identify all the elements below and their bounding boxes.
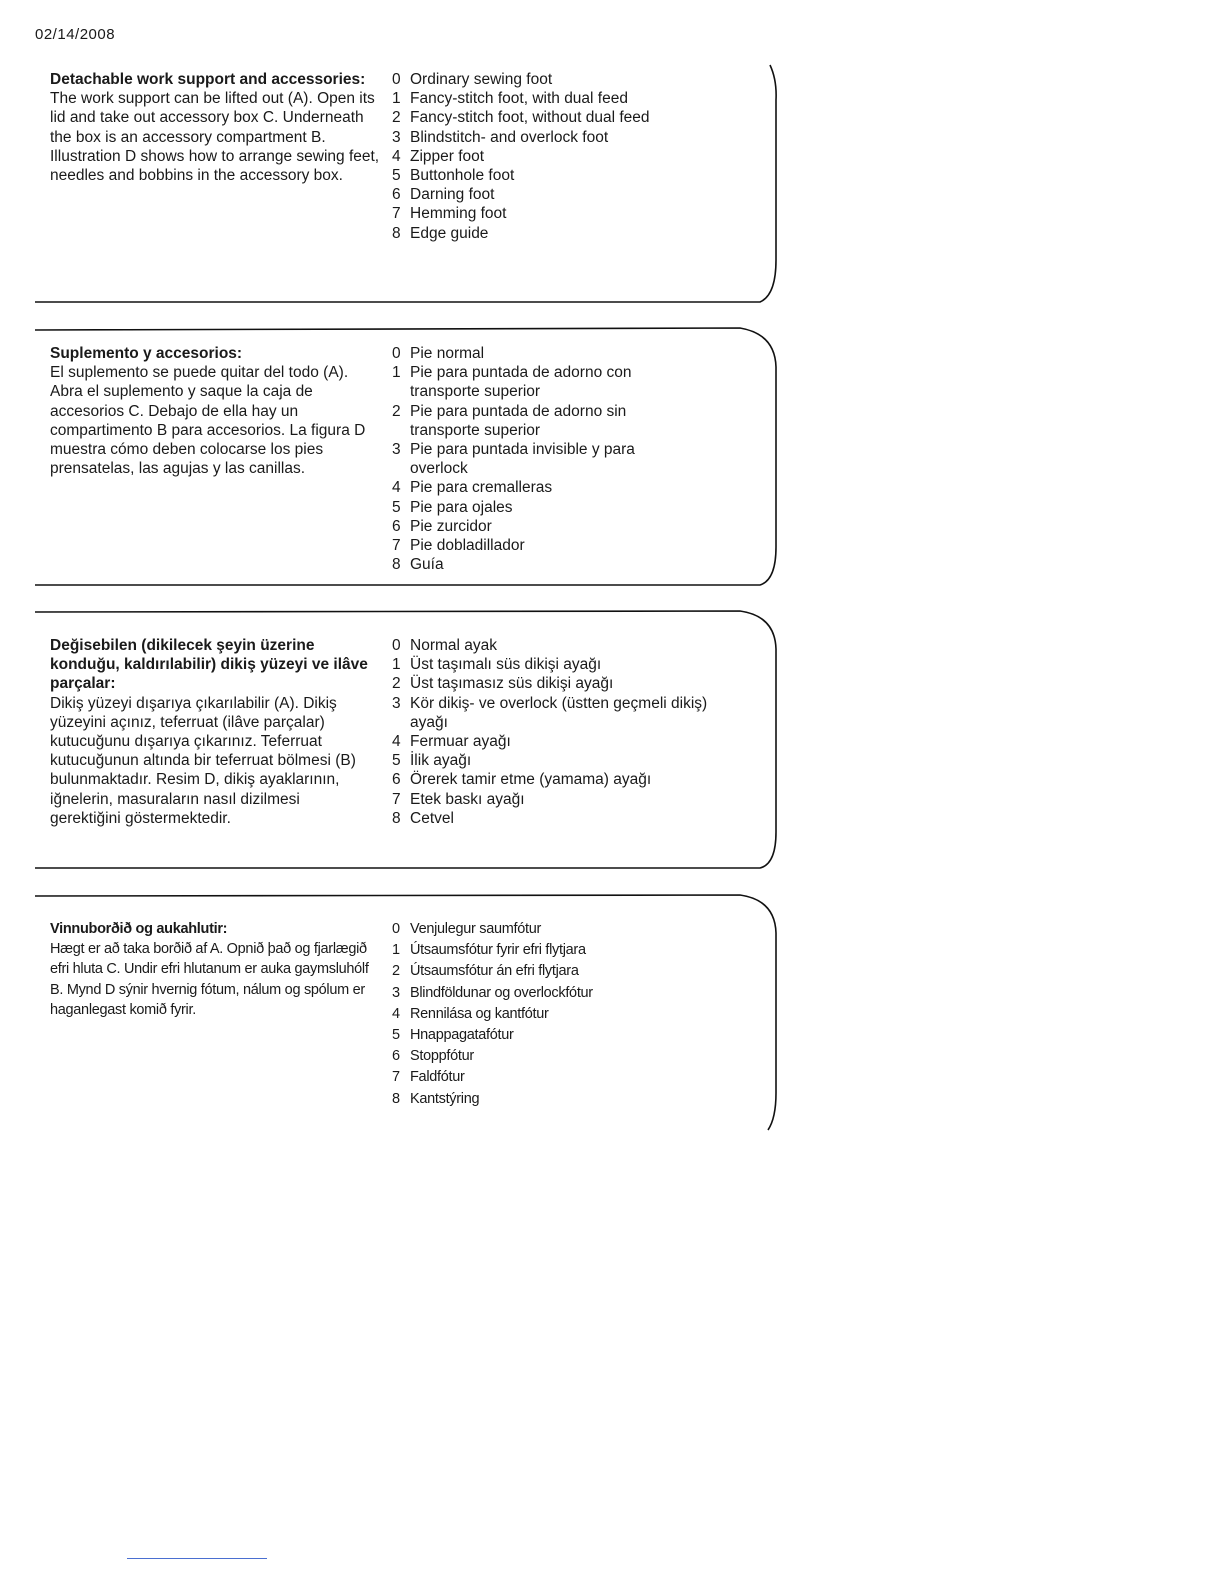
footer-rule xyxy=(127,1558,267,1559)
list-item: 0 Normal ayak xyxy=(392,637,497,654)
section-description xyxy=(50,344,380,478)
list-item: 6 Örerek tamir etme (yamama) ayağı xyxy=(392,771,652,789)
list-item: 3 Blindstitch- and overlock foot xyxy=(392,128,609,146)
list-item: 1 Pie para puntada de adorno con transporte superior xyxy=(392,364,632,401)
list-item: 6 Darning foot xyxy=(392,186,495,204)
section-description xyxy=(50,70,380,185)
accessory-list xyxy=(392,919,712,1110)
list-item: 6 Pie zurcidor xyxy=(392,517,492,535)
list-item: 2 Üst taşımasız süs dikişi ayağı xyxy=(392,675,614,693)
list-item: 1 Üst taşımalı süs dikişi ayağı xyxy=(392,656,602,674)
list-item: 4 Fermuar ayağı xyxy=(392,733,511,751)
list-item: 3 Pie para puntada invisible y para overlock xyxy=(392,441,635,478)
list-item: 4 Zipper foot xyxy=(392,147,485,165)
section-title: Değisebilen (dikilecek şeyin üzerine konduğu, kaldırılabilir) dikiş yüzeyi ve ilâve parçalar: xyxy=(50,637,368,693)
list-item: 4 Pie para cremalleras xyxy=(392,479,553,497)
list-item: 8 Kantstýring xyxy=(392,1090,480,1107)
list-item: 7 Pie dobladillador xyxy=(392,537,525,555)
accessory-list xyxy=(392,344,682,574)
section-body: The work support can be lifted out (A). Open its lid and take out accessory box C. Underneath the box is an accessory compartment B. Illustration D shows how to arrange sewing feet, needles and bobbins in the accessory box. xyxy=(50,90,380,185)
accessory-list xyxy=(392,636,712,828)
section-body: Hægt er að taka borðið af A. Opnið það og fjarlægið efri hluta C. Undir efri hlutanum er auka gaymsluhólf B. Mynd D sýnir hvernig fótum, nálum og spólum er haganlegast komið fyrir. xyxy=(50,941,369,1018)
list-item: 2 Pie para puntada de adorno sin transporte superior xyxy=(392,402,627,439)
list-item: 6 Stoppfótur xyxy=(392,1048,474,1065)
list-item: 8 Cetvel xyxy=(392,809,454,827)
section-english xyxy=(0,60,1224,310)
section-body: Dikiş yüzeyi dışarıya çıkarılabilir (A). Dikiş yüzeyini açınız, teferruat (ilâve parçalar) kutucuğunu dışarıya çıkarınız. Teferruat kutucuğunun altında bir teferruat bölmesi (B) bulunmaktadır. Resim D, dikiş ayaklarının, iğnelerin, masuraların nasıl dizilmesi gerektiğini göstermektedir. xyxy=(50,694,356,827)
list-item: 5 Pie para ojales xyxy=(392,498,513,516)
section-spanish xyxy=(0,322,1224,592)
list-item: 0 Ordinary sewing foot xyxy=(392,71,553,88)
accessory-list xyxy=(392,70,752,243)
list-item: 0 Venjulegur saumfótur xyxy=(392,921,542,937)
list-item: 1 Fancy-stitch foot, with dual feed xyxy=(392,90,628,108)
list-item: 2 Útsaumsfótur án efri flytjara xyxy=(392,963,579,980)
section-title: Vinnuborðið og aukahlutir: xyxy=(50,921,228,937)
list-item: 5 İlik ayağı xyxy=(392,752,472,770)
list-item: 2 Fancy-stitch foot, without dual feed xyxy=(392,109,650,127)
list-item: 7 Faldfótur xyxy=(392,1069,465,1086)
list-item: 0 Pie normal xyxy=(392,345,485,362)
list-item: 8 Edge guide xyxy=(392,224,489,242)
section-body: El suplemento se puede quitar del todo (A). Abra el suplemento y saque la caja de accesorios C. Debajo de ella hay un compartimento B para accesorios. La figura D muestra cómo deben colocarse los pies prensatelas, las agujas y las canillas. xyxy=(50,364,366,478)
list-item: 8 Guía xyxy=(392,556,444,574)
list-item: 3 Blindföldunar og overlockfótur xyxy=(392,984,593,1001)
section-turkish xyxy=(0,604,1224,876)
list-item: 7 Hemming foot xyxy=(392,205,507,223)
list-item: 1 Útsaumsfótur fyrir efri flytjara xyxy=(392,942,586,959)
list-item: 4 Rennilása og kantfótur xyxy=(392,1005,549,1022)
list-item: 3 Kör dikiş- ve overlock (üstten geçmeli dikiş) ayağı xyxy=(392,694,708,731)
section-description xyxy=(50,636,370,828)
section-title: Suplemento y accesorios: xyxy=(50,345,243,362)
section-icelandic xyxy=(0,888,1224,1138)
list-item: 5 Buttonhole foot xyxy=(392,167,515,185)
section-title: Detachable work support and accessories: xyxy=(50,71,366,88)
page-date: 02/14/2008 xyxy=(35,26,116,43)
list-item: 7 Etek baskı ayağı xyxy=(392,790,525,808)
list-item: 5 Hnappagatafótur xyxy=(392,1027,514,1044)
section-description xyxy=(50,919,375,1020)
